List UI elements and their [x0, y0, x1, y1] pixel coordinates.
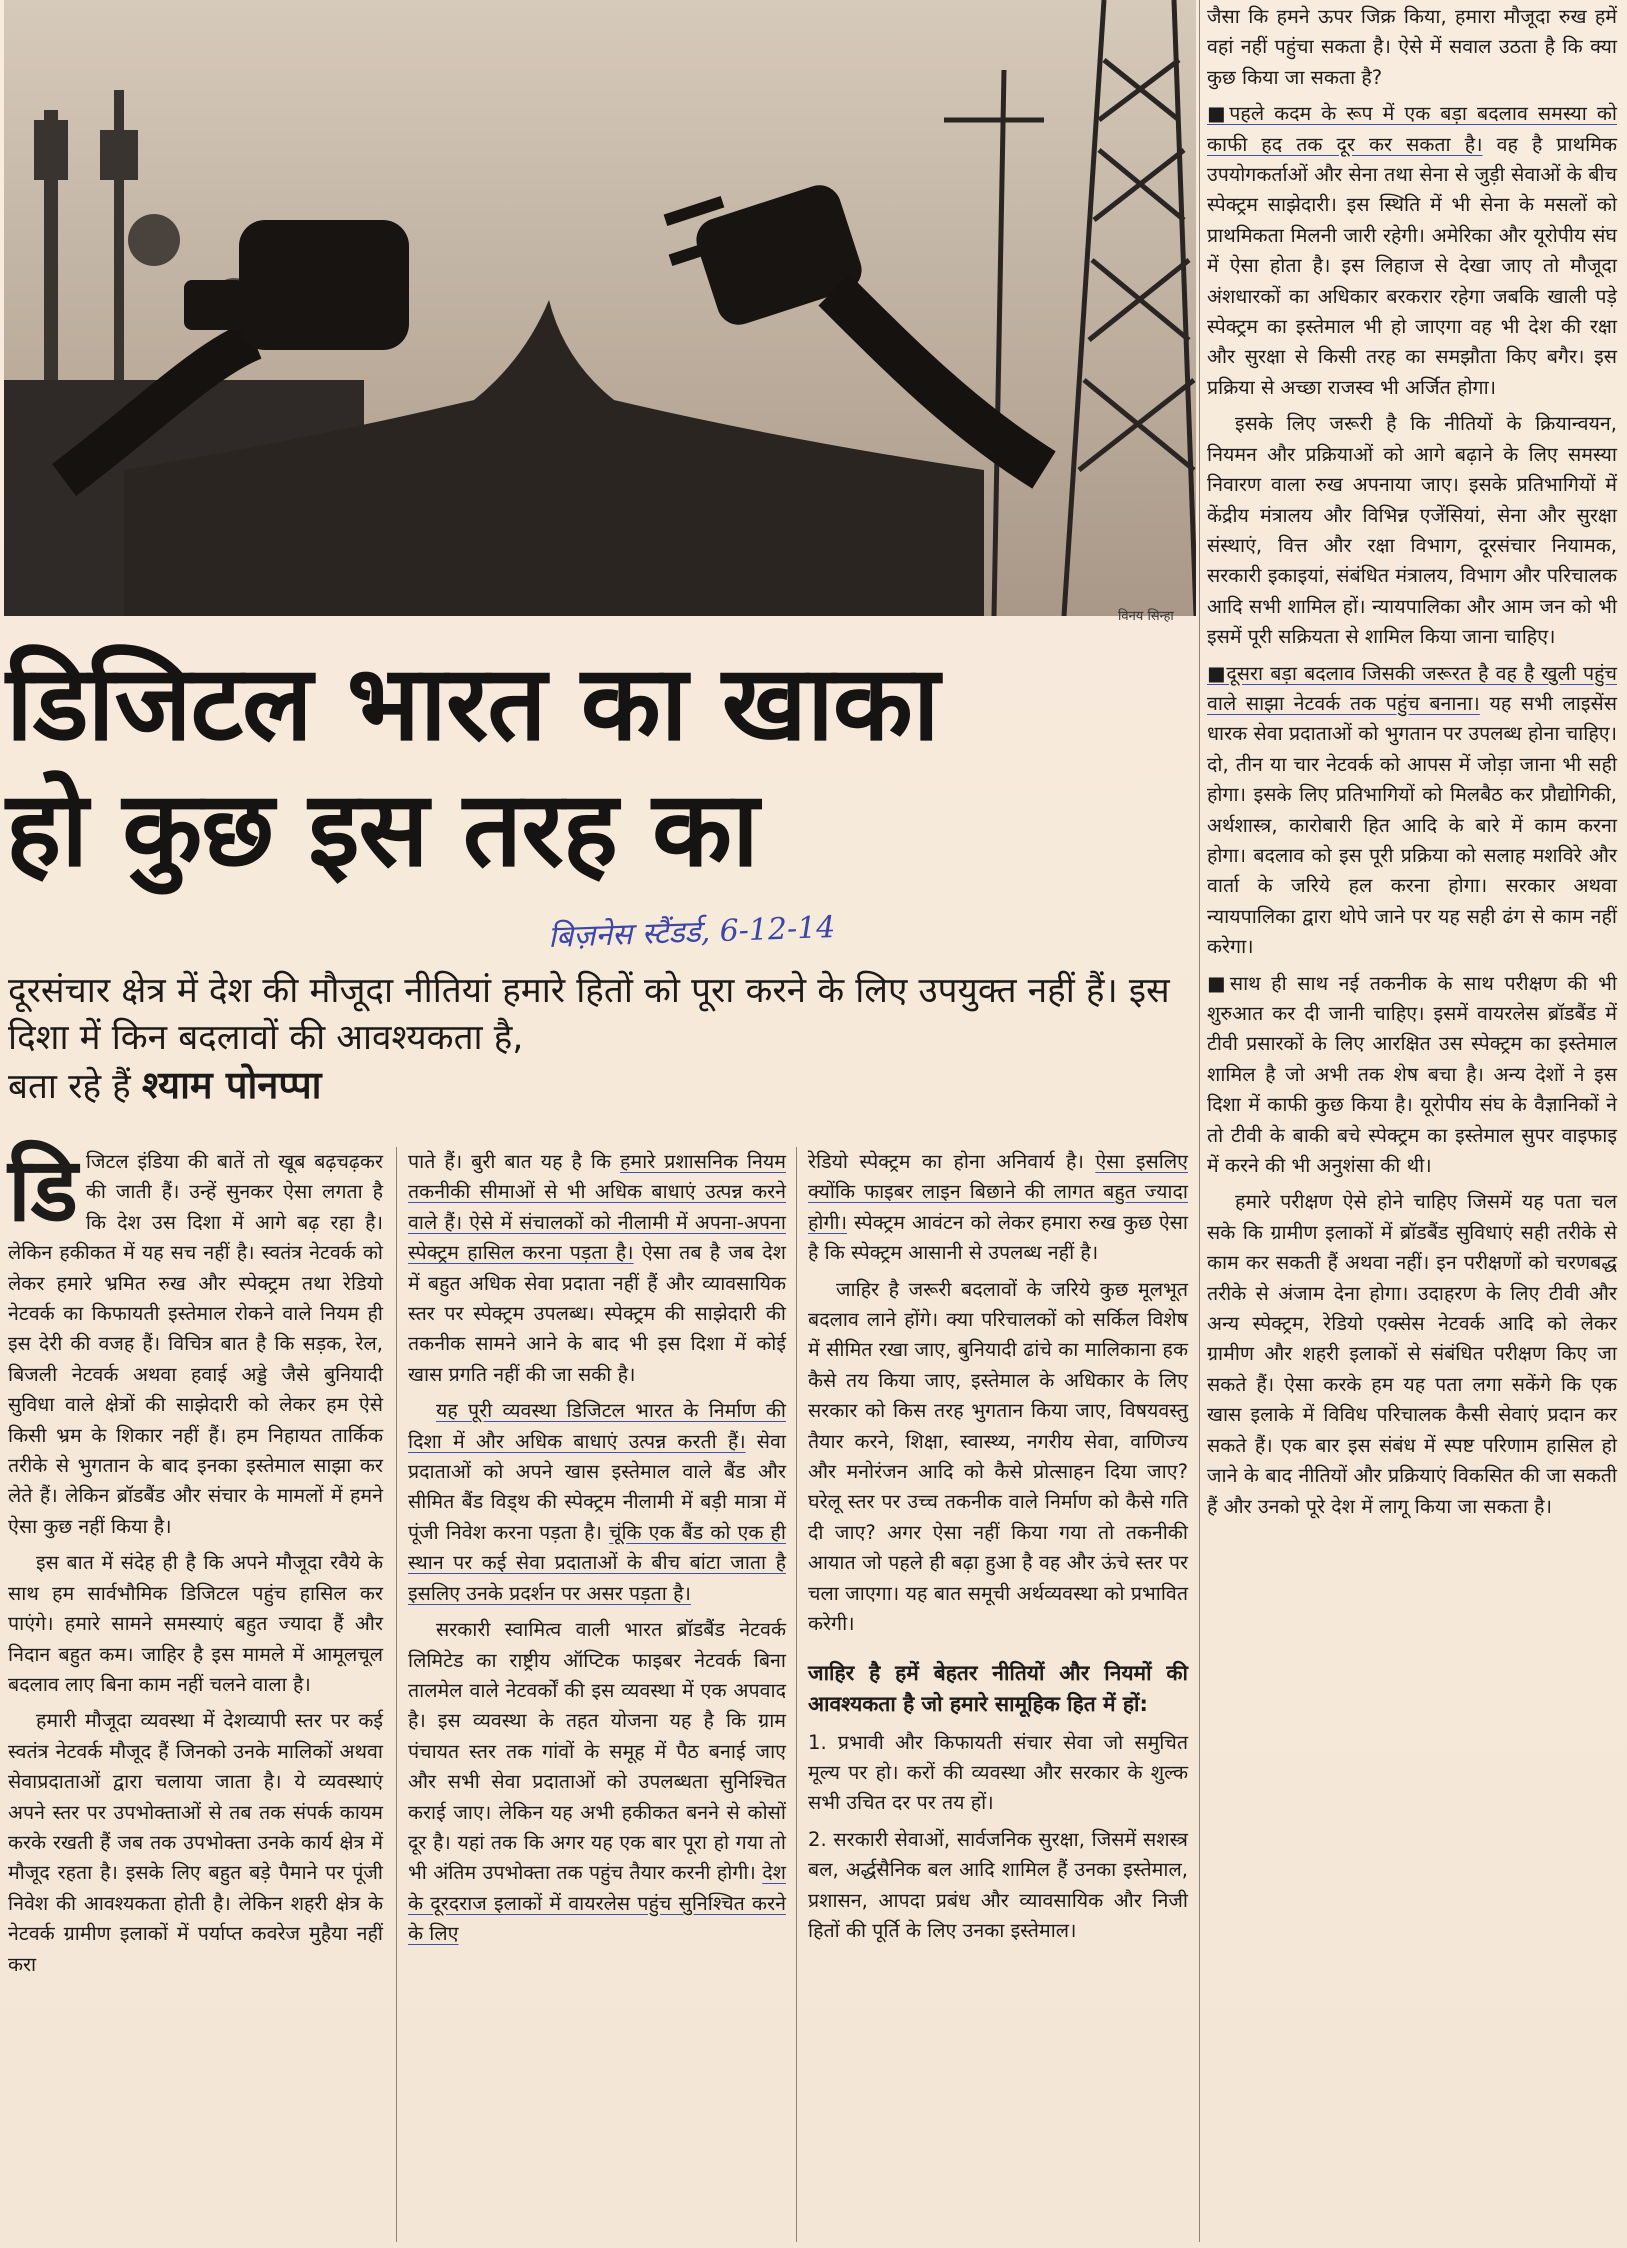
col4-para-4: ■दूसरा बड़ा बदलाव जिसकी जरूरत है वह है खुली पहुंच वाले साझा नेटवर्क तक पहुंच बनाना। यह सभी लाइसेंस धारक सेवा प्रदाताओं को भुगतान पर उपलब्ध होना चाहिए। दो, तीन या चार नेटवर्क को आपस में जोड़ा जाना भी सही होगा। इसके लिए प्रतिभागियों को मिलबैठ कर प्रौद्योगिकी, अर्थशास्त्र, कारोबारी हित आदि के बारे में काम करना होगा। बदलाव को इस पूरी प्रक्रिया को सलाह मशविरे और वार्ता के जरिये हल करना होगा। सरकार अथवा न्यायपालिका द्वारा थोपे जाने पर यह सही ढंग से काम नहीं करेगा।: [1207, 661, 1617, 959]
handwritten-date-note: बिज़नेस स्टैंडर्ड, 6-12-14: [547, 909, 836, 956]
column-divider: [796, 1147, 797, 2242]
column-3: [808, 1147, 1188, 1952]
col1-para-1: डिजिटल इंडिया की बातें तो खूब बढ़चढ़कर की जाती हैं। उन्हें सुनकर ऐसा लगता है कि देश उस दिशा में आगे बढ़ रहा है। लेकिन हकीकत में यह सच नहीं है। स्वतंत्र नेटवर्क को लेकर हमारे भ्रमित रुख और स्पेक्ट्रम तथा रेडियो नेटवर्क का किफायती इस्तेमाल रोकने वाले नियम ही इस देरी की वजह हैं। विचित्र बात है कि सड़क, रेल, बिजली नेटवर्क अथवा हवाई अड्डे जैसे बुनियादी सुविधा वाले क्षेत्रों की साझेदारी को लेकर हम ऐसे किसी भ्रम के शिकार नहीं हैं। हम निहायत तार्किक तरीके से भुगतान के बाद इनका इस्तेमाल साझा कर लेते हैं। लेकिन ब्रॉडबैंड और संचार के मामलों में हमने ऐसा कुछ नहीं किया है।: [8, 1138, 383, 1538]
col3-para-1: रेडियो स्पेक्ट्रम का होना अनिवार्य है। ऐसा इसलिए क्योंकि फाइबर लाइन बिछाने की लागत बहुत ज्यादा होगी। स्पेक्ट्रम आवंटन को लेकर हमारा रुख कुछ ऐसा है कि स्पेक्ट्रम आसानी से उपलब्ध नहीं है।: [808, 1150, 1188, 1265]
intro-deck: [8, 968, 1188, 1111]
headline-line-1: डिजिटल भारत का खाका: [6, 642, 939, 764]
col4-para-5: ■साथ ही साथ नई तकनीक के साथ परीक्षण की भी शुरुआत कर दी जानी चाहिए। इसमें वायरलेस ब्रॉडबैंड में टीवी प्रसारकों के लिए आरक्षित उस स्पेक्ट्रम का इस्तेमाल शामिल है जो अभी तक शेष बचा है। अन्य देशों ने इस दिशा में काफी कुछ किया है। यूरोपीय संघ के वैज्ञानिकों ने तो टीवी के बाकी बचे स्पेक्ट्रम का इस्तेमाल सुपर वाइफाइ में करने की भी अनुशंसा की थी।: [1207, 971, 1617, 1178]
illustration-plugs-and-towers: [4, 0, 1196, 616]
col3-para-2: जाहिर है जरूरी बदलावों के जरिये कुछ मूलभूत बदलाव लाने होंगे। क्या परिचालकों को सर्किल विशेष में सीमित रखा जाए, बुनियादी ढांचे का मालिकाना हक कैसे तय किया जाए, इस्तेमाल के अधिकार के लिए सरकार को किस तरह भुगतान किया जाए, विषयवस्तु तैयार करने, शिक्षा, स्वास्थ्य, नगरीय सेवा, वाणिज्य और मनोरंजन आदि को कैसे प्रोत्साहन दिया जाए? घरेलू स्तर पर उच्च तकनीक वाले निर्माण को कैसे गति दी जाए? अगर ऐसा नहीं किया गया तो तकनीकी आयात जो पहले ही बढ़ा हुआ है वह और ऊंचे स्तर पर चला जाएगा। यह बात समूची अर्थव्यवस्था को प्रभावित करेगी।: [808, 1277, 1188, 1636]
col3-list-item-2: 2. सरकारी सेवाओं, सार्वजनिक सुरक्षा, जिसमें सशस्त्र बल, अर्द्धसैनिक बल आदि शामिल हैं उनका इस्तेमाल, प्रशासन, आपदा प्रबंध और व्यावसायिक और निजी हितों की पूर्ति के लिए उनका इस्तेमाल।: [808, 1827, 1188, 1942]
column-4: [1207, 2, 1617, 1528]
author-name: श्याम पोनप्पा: [141, 1063, 322, 1107]
col4-para-6: हमारे परीक्षण ऐसे होने चाहिए जिसमें यह पता चल सके कि ग्रामीण इलाकों में ब्रॉडबैंड सुविधाएं सही तरीके से काम कर सकती हैं अथवा नहीं। इन परीक्षणों को चरणबद्ध तरीके से अंजाम देना होगा। उदाहरण के लिए टीवी और अन्य स्पेक्ट्रम, रेडियो एक्सेस नेटवर्क आदि को लेकर ग्रामीण और शहरी इलाकों से संबंधित परीक्षण किए जा सकते हैं। ऐसा करके हम यह पता लगा सकेंगे कि एक खास इलाके में विविध परिचालक कैसी सेवाएं प्रदान कर सकते हैं। एक बार इस संबंध में स्पष्ट परिणाम हासिल हो जाने के बाद नीतियों और प्रक्रियाएं विकसित की जा सकती हैं और उनको पूरे देश में लागू किया जा सकता है।: [1207, 1190, 1617, 1518]
illustration-graphic: [4, 0, 1196, 616]
byline-prefix: बता रहे हैं: [8, 1067, 131, 1107]
col3-list-item-1: 1. प्रभावी और किफायती संचार सेवा जो समुचित मूल्य पर हो। करों की व्यवस्था और सरकार के शुल्क सभी उचित दर पर तय हों।: [808, 1730, 1188, 1815]
intro-text: दूरसंचार क्षेत्र में देश की मौजूदा नीतियां हमारे हितों को पूरा करने के लिए उपयुक्त नहीं हैं। इस दिशा में किन बदलावों की आवश्यकता है,: [8, 971, 1170, 1058]
headline: [6, 640, 1201, 892]
col4-para-1: जैसा कि हमने ऊपर जिक्र किया, हमारा मौजूदा रुख हमें वहां नहीं पहुंचा सकता है। ऐसे में सवाल उठता है कि क्या कुछ किया जा सकता है?: [1207, 5, 1617, 89]
col2-para-1: पाते हैं। बुरी बात यह है कि हमारे प्रशासनिक नियम तकनीकी सीमाओं से भी अधिक बाधाएं उत्पन्न करने वाले हैं। ऐसे में संचालकों को नीलामी में अपना-अपना स्पेक्ट्रम हासिल करना पड़ता है। ऐसा तब है जब देश में बहुत अधिक सेवा प्रदाता नहीं हैं और व्यावसायिक स्तर पर स्पेक्ट्रम उपलब्ध। स्पेक्ट्रम की साझेदारी की तकनीक सामने आने के बाद भी इस दिशा में कोई खास प्रगति नहीं की जा सकी है।: [408, 1150, 787, 1386]
col4-para-3: इसके लिए जरूरी है कि नीतियों के क्रियान्वयन, नियमन और प्रक्रियाओं को आगे बढ़ाने के लिए समस्या निवारण वाला रुख अपनाया जाए। इसके प्रतिभागियों में केंद्रीय मंत्रालय और विभिन्न एजेंसियां, सेना और सुरक्षा संस्थाएं, वित्त और रक्षा विभाग, दूरसंचार नियामक, सरकारी इकाइयां, संबंधित मंत्रालय, विभाग और परिचालक आदि सभी शामिल हों। न्यायपालिका और आम जन को भी इसमें पूरी सक्रियता से शामिल किया जाना चाहिए।: [1207, 412, 1617, 649]
column-divider: [396, 1147, 397, 2242]
column-1: [8, 1138, 383, 1986]
headline-line-2: हो कुछ इस तरह का: [6, 768, 758, 890]
col2-para-3: सरकारी स्वामित्व वाली भारत ब्रॉडबैंड नेटवर्क लिमिटेड का राष्ट्रीय ऑप्टिक फाइबर नेटवर्क बिना तालमेल वाले नेटवर्कों की इस व्यवस्था में एक अपवाद है। इस व्यवस्था के तहत योजना यह है कि ग्राम पंचायत स्तर तक गांवों के समूह में पैठ बनाई जाए और सभी सेवा प्रदाताओं को उपलब्धता सुनिश्चित कराई जाए। लेकिन यह अभी हकीकत बनने से कोसों दूर है। यहां तक कि अगर यह एक बार पूरा हो गया तो भी अंतिम उपभोक्ता तक पहुंच तैयार करनी होगी। देश के दूरदराज इलाकों में वायरलेस पहुंच सुनिश्चित करने के लिए: [408, 1618, 786, 1946]
col4-para-2: ■पहले कदम के रूप में एक बड़ा बदलाव समस्या को काफी हद तक दूर कर सकता है। वह है प्राथमिक उपयोगकर्ताओं और सेना तथा सेना से जुड़ी सेवाओं के बीच स्पेक्ट्रम साझेदारी। इस स्थिति में भी सेना के मसलों को प्राथमिकता मिलनी जारी रहेगी। अमेरिका और यूरोपीय संघ में ऐसा होता है। इस लिहाज से देखा जाए तो मौजूदा अंशधारकों का अधिकार बरकरार रहेगा जबकि खाली पड़े स्पेक्ट्रम का इस्तेमाल भी हो जाएगा वह भी देश की रक्षा और सुरक्षा से किसी तरह का समझौता किए बगैर। इस प्रक्रिया से अच्छा राजस्व भी अर्जित होगा।: [1207, 102, 1617, 399]
col1-para-3: हमारी मौजूदा व्यवस्था में देशव्यापी स्तर पर कई स्वतंत्र नेटवर्क मौजूद हैं जिनको उनके मालिकों अथवा सेवाप्रदाताओं द्वारा चलाया जाता है। ये व्यवस्थाएं अपने स्तर पर उपभोक्ताओं से तब तक संपर्क कायम करके रखती हैं जब तक उपभोक्ता उनके कार्य क्षेत्र में मौजूद रहता है। इसके लिए बहुत बड़े पैमाने पर पूंजी निवेश की आवश्यकता होती है। लेकिन शहरी क्षेत्र के नेटवर्क ग्रामीण इलाकों में पर्याप्त कवरेज मुहैया नहीं करा: [8, 1709, 383, 1976]
col3-subhead: जाहिर है हमें बेहतर नीतियों और नियमों की आवश्यकता है जो हमारे सामूहिक हित में हों:: [808, 1660, 1188, 1716]
column-2: [408, 1147, 786, 1956]
dropcap: डि: [8, 1138, 78, 1241]
col1-para-2: इस बात में संदेह ही है कि अपने मौजूदा रवैये के साथ हम सार्वभौमिक डिजिटल पहुंच हासिल कर पाएंगे। हमारे सामने समस्याएं बहुत ज्यादा हैं और निदान बहुत कम। जाहिर है इस मामले में आमूलचूल बदलाव लाए बिना काम नहीं चलने वाला है।: [8, 1551, 383, 1696]
illustration-credit: विनय सिन्हा: [1118, 609, 1174, 624]
col2-para-2: यह पूरी व्यवस्था डिजिटल भारत के निर्माण की दिशा में और अधिक बाधाएं उत्पन्न करती हैं। सेवा प्रदाताओं को अपने खास इस्तेमाल वाले बैंड और सीमित बैंड विड्थ की स्पेक्ट्रम नीलामी में बड़ी मात्रा में पूंजी निवेश करना पड़ता है। चूंकि एक बैंड को एक ही स्थान पर कई सेवा प्रदाताओं के बीच बांटा जाता है इसलिए उनके प्रदर्शन पर असर पड़ता है।: [408, 1399, 786, 1605]
column-divider: [1199, 0, 1200, 2242]
